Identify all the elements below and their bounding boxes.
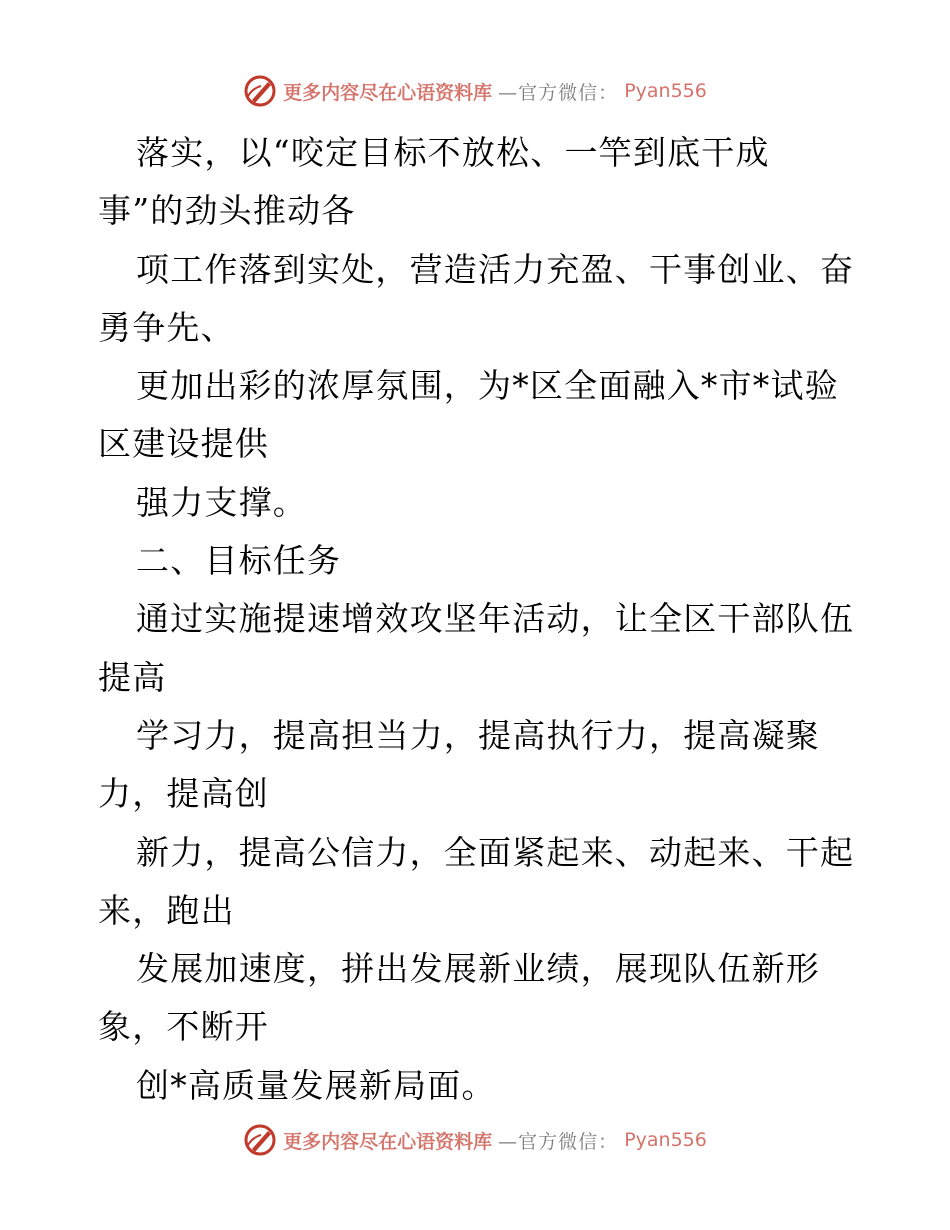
footer-watermark: [0, 1120, 950, 1160]
watermark-group: [243, 74, 707, 108]
body-text-line: 区建设提供: [98, 424, 269, 464]
body-text-line: 二、目标任务: [136, 541, 342, 581]
body-text-line: 创*高质量发展新局面。: [136, 1065, 496, 1105]
body-text-line: 项工作落到实处，营造活力充盈、干事创业、奋: [136, 249, 855, 289]
body-text-line: 更加出彩的浓厚氛围，为*区全面融入*市*试验: [136, 366, 839, 406]
pen-circle-logo-icon: [243, 1123, 277, 1157]
watermark-group: [243, 1123, 707, 1157]
watermark-official-label: —官方微信：: [498, 1130, 619, 1153]
body-text-line: 落实，以“咬定目标不放松、一竿到底干成: [136, 133, 770, 172]
watermark-wechat-id: Pyan556: [624, 80, 707, 102]
body-text-line: 力，提高创: [98, 774, 269, 814]
body-text-line: 通过实施提速增效攻坚年活动，让全区干部队伍: [136, 599, 855, 639]
body-text-line: 新力，提高公信力，全面紧起来、动起来、干起: [136, 832, 855, 872]
watermark-official-label: —官方微信：: [498, 81, 619, 104]
body-text-line: 学习力，提高担当力，提高执行力，提高凝聚: [136, 715, 820, 755]
watermark-wechat-id: Pyan556: [624, 1129, 707, 1151]
body-text-line: 勇争先、: [98, 307, 235, 347]
watermark-brand: 更多内容尽在心语资料库: [283, 81, 493, 104]
body-text-line: 象，不断开: [98, 1007, 269, 1047]
watermark-brand: 更多内容尽在心语资料库: [283, 1130, 493, 1153]
body-text-line: 提高: [98, 657, 167, 697]
body-text-line: 发展加速度，拼出发展新业绩，展现队伍新形: [136, 949, 820, 989]
body-text-line: 强力支撑。: [136, 482, 307, 522]
body-text-line: 事”的劲头推动各: [98, 191, 356, 231]
pen-circle-logo-icon: [243, 74, 277, 108]
body-text-line: 来，跑出: [98, 890, 235, 930]
document-body: [98, 124, 868, 1115]
header-watermark: [0, 71, 950, 111]
